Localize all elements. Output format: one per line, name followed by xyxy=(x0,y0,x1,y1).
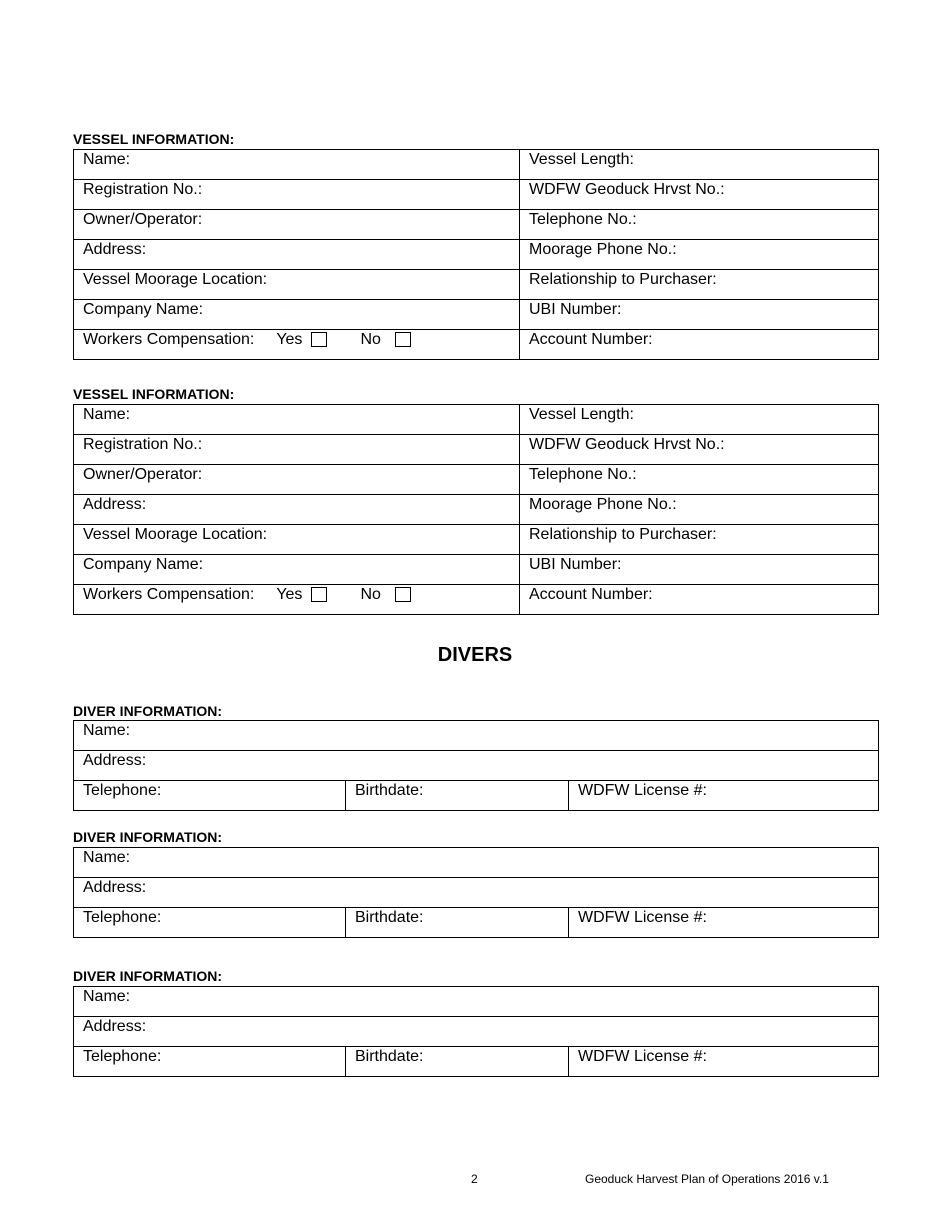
table-row xyxy=(74,987,879,1017)
ubi-number-field[interactable]: UBI Number: xyxy=(520,555,879,585)
owner-operator-field[interactable]: Owner/Operator: xyxy=(74,465,520,495)
workers-compensation-label: Workers Compensation: xyxy=(83,331,255,348)
vessel-name-field[interactable]: Name: xyxy=(74,150,520,180)
diver-license-field[interactable]: WDFW License #: xyxy=(569,1047,879,1077)
moorage-phone-no-field[interactable]: Moorage Phone No.: xyxy=(520,240,879,270)
diver-address-field[interactable]: Address: xyxy=(74,878,879,908)
diver-3-heading: DIVER INFORMATION: xyxy=(73,968,223,984)
moorage-phone-no-field[interactable]: Moorage Phone No.: xyxy=(520,495,879,525)
workers-compensation-label: Workers Compensation: xyxy=(83,586,255,603)
table-row xyxy=(74,908,879,938)
diver-birthdate-field[interactable]: Birthdate: xyxy=(346,1047,569,1077)
no-label: No xyxy=(360,586,381,603)
diver-telephone-field[interactable]: Telephone: xyxy=(74,781,346,811)
diver-address-field[interactable]: Address: xyxy=(74,1017,879,1047)
no-checkbox[interactable] xyxy=(395,332,411,347)
table-row xyxy=(74,210,879,240)
no-label: No xyxy=(360,331,381,348)
footer-document-title: Geoduck Harvest Plan of Operations 2016 v.1 xyxy=(585,1172,829,1186)
table-row xyxy=(74,495,879,525)
diver-birthdate-field[interactable]: Birthdate: xyxy=(346,908,569,938)
relationship-to-purchaser-field[interactable]: Relationship to Purchaser: xyxy=(520,525,879,555)
telephone-no-field[interactable]: Telephone No.: xyxy=(520,210,879,240)
table-row xyxy=(74,585,879,615)
table-row xyxy=(74,525,879,555)
diver-address-field[interactable]: Address: xyxy=(74,751,879,781)
vessel-name-field[interactable]: Name: xyxy=(74,405,520,435)
vessel-moorage-location-field[interactable]: Vessel Moorage Location: xyxy=(74,525,520,555)
workers-compensation-cell xyxy=(74,585,520,615)
table-row xyxy=(74,848,879,878)
table-row xyxy=(74,330,879,360)
vessel-1-table xyxy=(73,149,879,360)
vessel-2-table xyxy=(73,404,879,615)
vessel-length-field[interactable]: Vessel Length: xyxy=(520,150,879,180)
diver-telephone-field[interactable]: Telephone: xyxy=(74,1047,346,1077)
table-row xyxy=(74,240,879,270)
vessel-1-heading: VESSEL INFORMATION: xyxy=(73,131,235,147)
table-row xyxy=(74,300,879,330)
table-row xyxy=(74,1017,879,1047)
yes-checkbox[interactable] xyxy=(311,332,327,347)
table-row xyxy=(74,555,879,585)
registration-no-field[interactable]: Registration No.: xyxy=(74,180,520,210)
workers-compensation-cell xyxy=(74,330,520,360)
telephone-no-field[interactable]: Telephone No.: xyxy=(520,465,879,495)
table-row xyxy=(74,270,879,300)
company-name-field[interactable]: Company Name: xyxy=(74,300,520,330)
yes-checkbox[interactable] xyxy=(311,587,327,602)
registration-no-field[interactable]: Registration No.: xyxy=(74,435,520,465)
diver-2-table xyxy=(73,847,879,938)
owner-operator-field[interactable]: Owner/Operator: xyxy=(74,210,520,240)
wdfw-geoduck-hrvst-no-field[interactable]: WDFW Geoduck Hrvst No.: xyxy=(520,180,879,210)
diver-name-field[interactable]: Name: xyxy=(74,721,879,751)
table-row xyxy=(74,878,879,908)
address-field[interactable]: Address: xyxy=(74,495,520,525)
wdfw-geoduck-hrvst-no-field[interactable]: WDFW Geoduck Hrvst No.: xyxy=(520,435,879,465)
relationship-to-purchaser-field[interactable]: Relationship to Purchaser: xyxy=(520,270,879,300)
yes-label: Yes xyxy=(276,331,303,348)
address-field[interactable]: Address: xyxy=(74,240,520,270)
diver-name-field[interactable]: Name: xyxy=(74,987,879,1017)
table-row xyxy=(74,1047,879,1077)
table-row xyxy=(74,405,879,435)
table-row xyxy=(74,465,879,495)
table-row xyxy=(74,781,879,811)
diver-name-field[interactable]: Name: xyxy=(74,848,879,878)
vessel-moorage-location-field[interactable]: Vessel Moorage Location: xyxy=(74,270,520,300)
diver-2-heading: DIVER INFORMATION: xyxy=(73,829,223,845)
account-number-field[interactable]: Account Number: xyxy=(520,585,879,615)
diver-3-table xyxy=(73,986,879,1077)
diver-telephone-field[interactable]: Telephone: xyxy=(74,908,346,938)
no-checkbox[interactable] xyxy=(395,587,411,602)
vessel-length-field[interactable]: Vessel Length: xyxy=(520,405,879,435)
table-row xyxy=(74,721,879,751)
diver-1-table xyxy=(73,720,879,811)
company-name-field[interactable]: Company Name: xyxy=(74,555,520,585)
ubi-number-field[interactable]: UBI Number: xyxy=(520,300,879,330)
diver-birthdate-field[interactable]: Birthdate: xyxy=(346,781,569,811)
table-row xyxy=(74,435,879,465)
table-row xyxy=(74,150,879,180)
table-row xyxy=(74,180,879,210)
yes-label: Yes xyxy=(276,586,303,603)
account-number-field[interactable]: Account Number: xyxy=(520,330,879,360)
divers-title: DIVERS xyxy=(437,644,513,666)
diver-license-field[interactable]: WDFW License #: xyxy=(569,781,879,811)
diver-license-field[interactable]: WDFW License #: xyxy=(569,908,879,938)
vessel-2-heading: VESSEL INFORMATION: xyxy=(73,386,235,402)
diver-1-heading: DIVER INFORMATION: xyxy=(73,703,223,719)
page-number: 2 xyxy=(471,1172,478,1186)
table-row xyxy=(74,751,879,781)
